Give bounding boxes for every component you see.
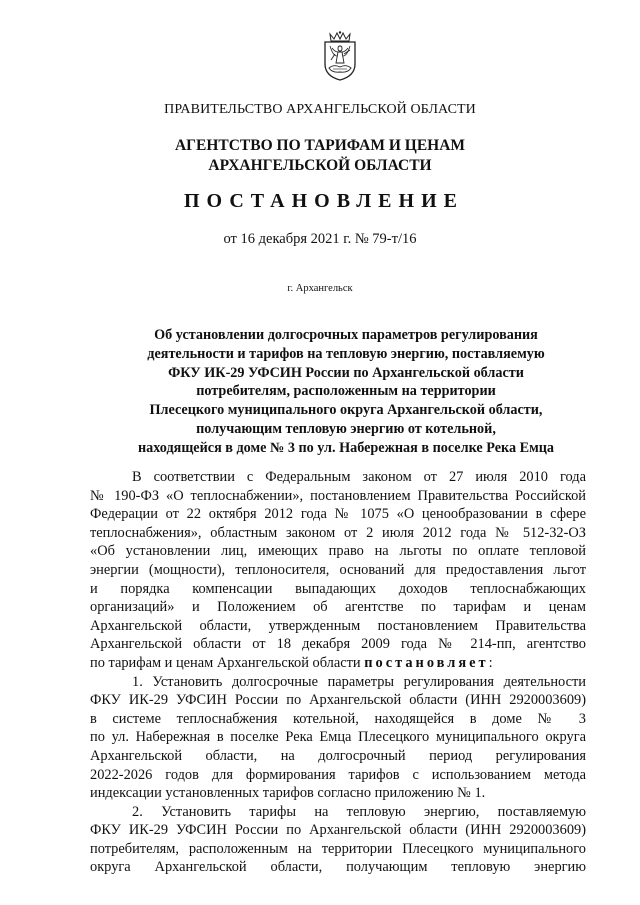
subject-line: получающим тепловую энергию от котельной,	[196, 420, 496, 437]
agency-title-line-1: АГЕНТСТВО ПО ТАРИФАМ И ЦЕНАМ	[174, 137, 466, 154]
body-line: ФКУ ИК-29 УФСИН России по Архангельской области (ИНН 2920003609)	[90, 822, 586, 839]
body-line: округа Архангельской области, получающим тепловую энергию	[90, 859, 586, 876]
body-line: индексации установленных тарифов согласно приложению № 1.	[90, 785, 486, 802]
document-subject	[96, 326, 596, 458]
body-line: 2. Установить тарифы на тепловую энергию, поставляемую	[132, 803, 586, 820]
agency-title	[0, 136, 640, 176]
document-type: ПОСТАНОВЛЕНИЕ	[184, 190, 464, 212]
body-line: по ул. Набережная в поселке Река Емца Плесецкого муниципального округа	[90, 729, 586, 746]
subject-line: потребителям, расположенным на территории	[196, 383, 496, 400]
body-line: энергии (мощности), теплоносителя, оснований для предоставления льгот	[90, 561, 586, 578]
arkhangelsk-coat-of-arms-icon	[318, 30, 362, 82]
decree-colon: :	[488, 654, 493, 671]
subject-line: Плесецкого муниципального округа Архангельской области,	[149, 402, 543, 419]
document-date-number: от 16 декабря 2021 г. № 79-т/16	[223, 231, 417, 247]
body-line: 1. Установить долгосрочные параметры регулирования деятельности	[132, 673, 586, 690]
body-line: Архангельской области, на долгосрочный период регулирования	[90, 747, 586, 764]
body-line: Федерации от 22 октября 2012 года № 1075 «О ценообразовании в сфере	[90, 506, 586, 523]
document-city: г. Архангельск	[287, 283, 353, 294]
subject-line: находящейся в доме № 3 по ул. Набережная в поселке Река Емца	[137, 439, 555, 456]
subject-line: Об установлении долгосрочных параметров регулирования	[154, 327, 538, 343]
body-line-text: по тарифам и ценам Архангельской области	[90, 654, 361, 671]
government-title: ПРАВИТЕЛЬСТВО АРХАНГЕЛЬСКОЙ ОБЛАСТИ	[164, 102, 476, 117]
body-line: теплоснабжения», областным законом от 2 июля 2012 года № 512-32-ОЗ	[90, 524, 586, 541]
body-line: «Об установлении лиц, имеющих право на льготы по оплате тепловой	[90, 543, 586, 560]
body-line: № 190-ФЗ «О теплоснабжении», постановлением Правительства Российской	[90, 487, 586, 504]
body-line: Архангельской области от 18 декабря 2009 года № 214-пп, агентство	[90, 636, 586, 653]
body-line: ФКУ ИК-29 УФСИН России по Архангельской области (ИНН 2920003609)	[90, 692, 586, 709]
subject-line: деятельности и тарифов на тепловую энергию, поставляемую	[147, 345, 545, 362]
agency-title-line-2: АРХАНГЕЛЬСКОЙ ОБЛАСТИ	[208, 157, 432, 174]
document-body	[90, 468, 586, 877]
body-line: организаций» и Положением об агентстве по тарифам и ценам	[90, 599, 586, 616]
body-line: Архангельской области, утвержденным постановлением Правительства	[90, 617, 586, 634]
body-line: В соответствии с Федеральным законом от 27 июля 2010 года	[132, 469, 586, 485]
subject-line: ФКУ ИК-29 УФСИН России по Архангельской области	[168, 364, 524, 381]
body-line: 2022-2026 годов для формирования тарифов с использованием метода	[90, 766, 586, 783]
body-line: в системе теплоснабжения котельной, находящейся в доме № 3	[90, 710, 586, 727]
decree-word: постановляет	[364, 654, 489, 671]
body-line: и порядка компенсации выпадающих доходов теплоснабжающих	[90, 580, 586, 597]
body-line: потребителям, расположенным на территории Плесецкого муниципального	[90, 840, 586, 857]
body-line-decree	[90, 654, 586, 673]
